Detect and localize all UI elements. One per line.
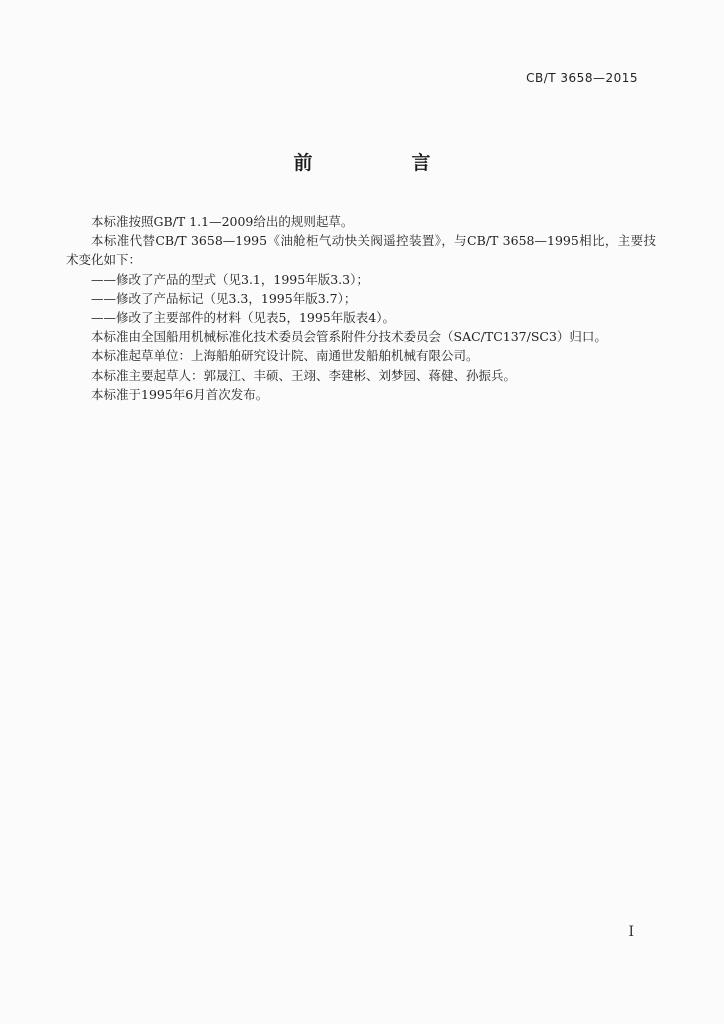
paragraph-change-materials: ——修改了主要部件的材料（见表5，1995年版表4）。 [91, 310, 395, 326]
preface-body [66, 212, 656, 404]
paragraph-change-marking: ——修改了产品标记（见3.3，1995年版3.7）； [91, 290, 357, 306]
paragraph-committee: 本标准由全国船用机械标准化技术委员会管系附件分技术委员会（SAC/TC137/SC3）归口。 [91, 329, 607, 345]
paragraph-change-type: ——修改了产品的型式（见3.1，1995年版3.3）； [91, 271, 369, 287]
page-number: I [628, 924, 634, 940]
paragraph-drafting-units: 本标准起草单位：上海船舶研究设计院、南通世发船舶机械有限公司。 [91, 348, 479, 364]
paragraph-replacement: 本标准代替CB/T 3658—1995《油舱柜气动快关阀遥控装置》，与CB/T 3658—1995相比，主要技术变化如下： [66, 233, 656, 268]
paragraph-drafting-rules: 本标准按照GB/T 1.1—2009给出的规则起草。 [91, 214, 354, 229]
paragraph-first-issue: 本标准于1995年6月首次发布。 [91, 386, 269, 402]
standard-code: CB/T 3658—2015 [526, 71, 638, 85]
page-title: 前 言 [293, 152, 471, 174]
paragraph-drafters: 本标准主要起草人：郭晟江、丰硕、王翊、李建彬、刘梦园、蒋健、孙振兵。 [91, 367, 517, 383]
